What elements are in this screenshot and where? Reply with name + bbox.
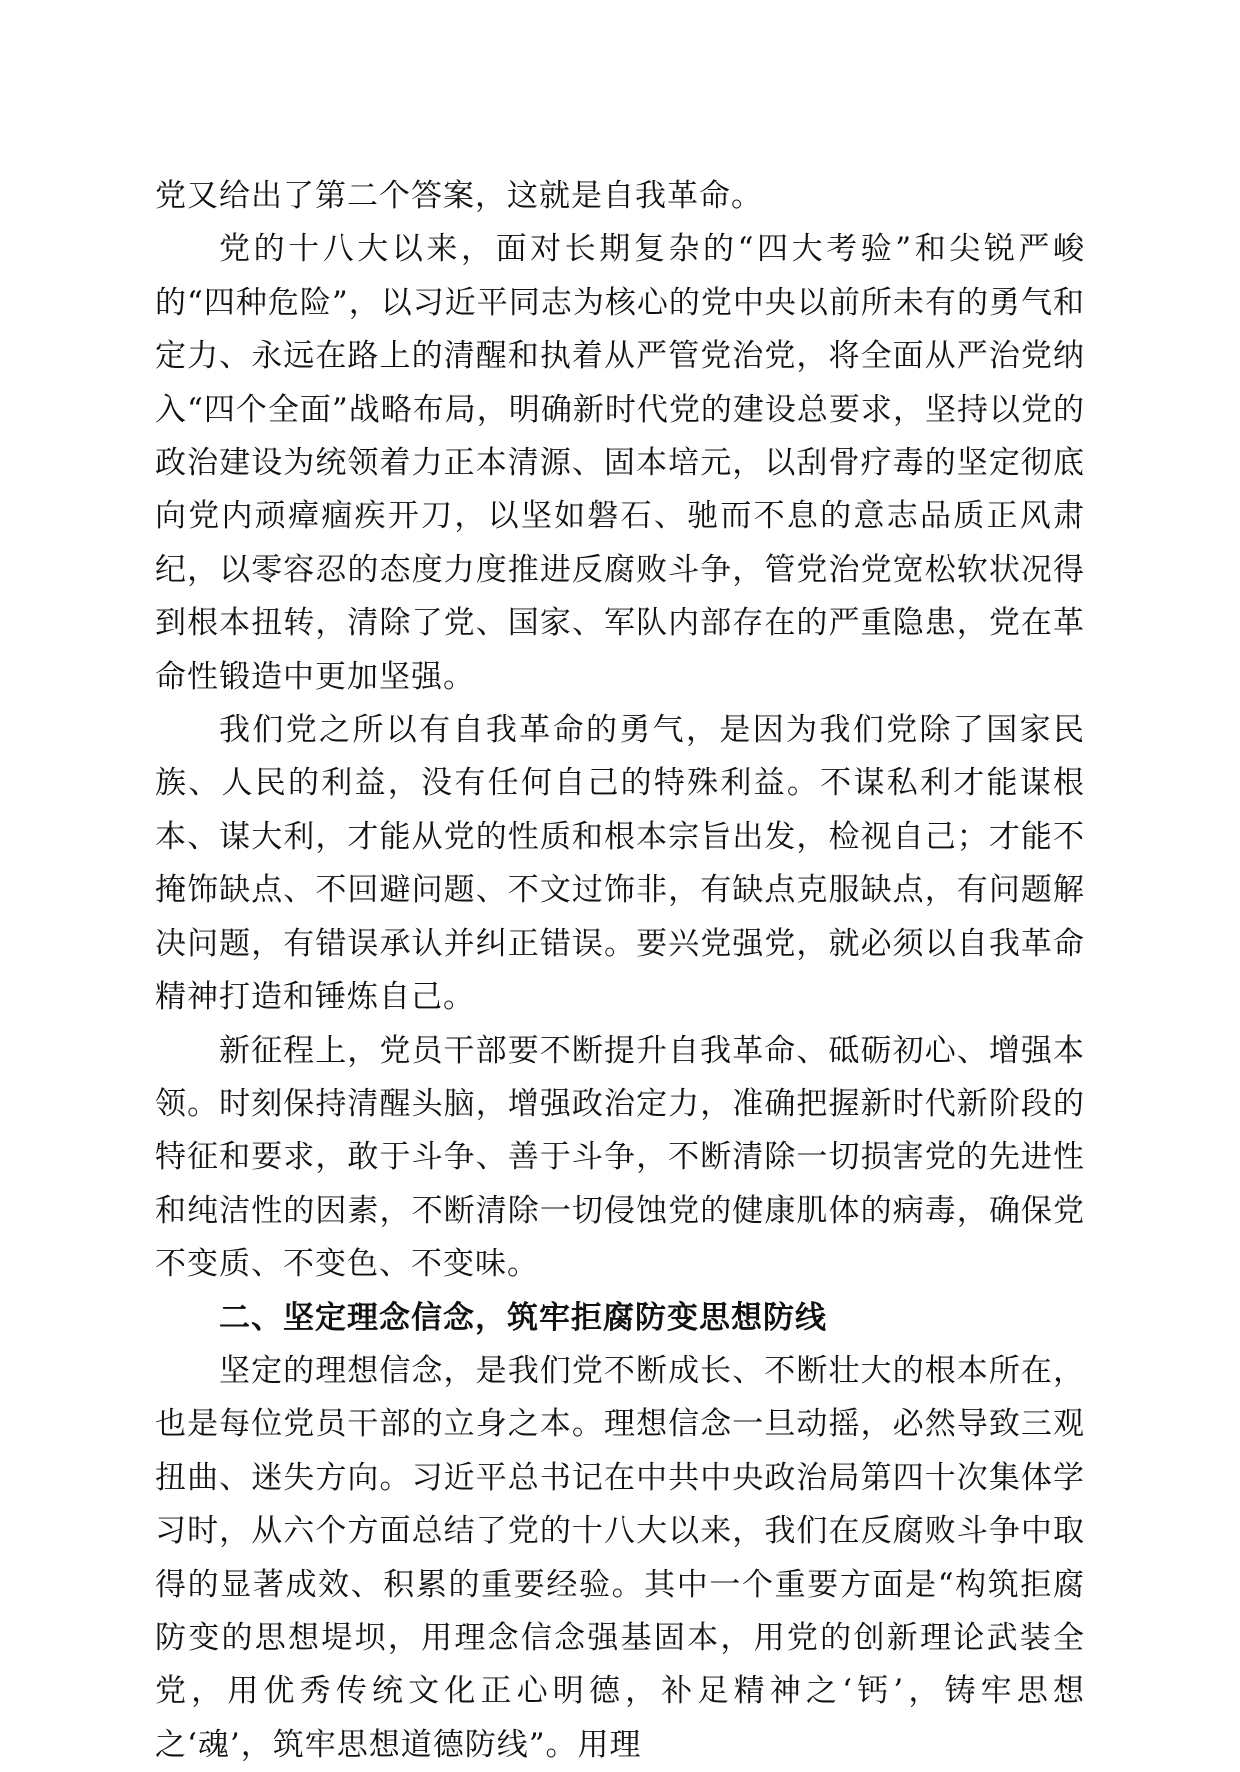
paragraph-self-revolution-courage: 我们党之所以有自我革命的勇气，是因为我们党除了国家民族、人民的利益，没有任何自己的特殊利益。不谋私利才能谋根本、谋大利，才能从党的性质和根本宗旨出发，检视自己；才能不掩饰缺点、不回避问题、不文过饰非，有缺点克服缺点，有问题解决问题，有错误承认并纠正错误。要兴党强党，就必须以自我革命精神打造和锤炼自己。	[155, 712, 1085, 1016]
paragraph-continuation: 党又给出了第二个答案，这就是自我革命。	[155, 178, 763, 214]
document-body	[155, 170, 1085, 1772]
section-heading: 二、坚定理念信念，筑牢拒腐防变思想防线	[219, 1299, 827, 1336]
paragraph-ideals-beliefs: 坚定的理想信念，是我们党不断成长、不断壮大的根本所在，也是每位党员干部的立身之本。理想信念一旦动摇，必然导致三观扭曲、迷失方向。习近平总书记在中共中央政治局第四十次集体学习时，从六个方面总结了党的十八大以来，我们在反腐败斗争中取得的显著成效、积累的重要经验。其中一个重要方面是“构筑拒腐防变的思想堤坝，用理念信念强基固本，用党的创新理论武装全党，用优秀传统文化正心明德，补足精神之‘钙’，铸牢思想之‘魂’，筑牢思想道德防线”。用理	[155, 1352, 1085, 1763]
paragraph-new-journey: 新征程上，党员干部要不断提升自我革命、砥砺初心、增强本领。时刻保持清醒头脑，增强政治定力，准确把握新时代新阶段的特征和要求，敢于斗争、善于斗争，不断清除一切损害党的先进性和纯洁性的因素，不断清除一切侵蚀党的健康肌体的病毒，确保党不变质、不变色、不变味。	[155, 1032, 1085, 1283]
paragraph-eighteenth-congress: 党的十八大以来，面对长期复杂的“四大考验”和尖锐严峻的“四种危险”，以习近平同志为核心的党中央以前所未有的勇气和定力、永远在路上的清醒和执着从严管党治党，将全面从严治党纳入“四个全面”战略布局，明确新时代党的建设总要求，坚持以党的政治建设为统领着力正本清源、固本培元，以刮骨疗毒的坚定彻底向党内顽瘴痼疾开刀，以坚如磐石、驰而不息的意志品质正风肃纪，以零容忍的态度力度推进反腐败斗争，管党治党宽松软状况得到根本扭转，清除了党、国家、军队内部存在的严重隐患，党在革命性锻造中更加坚强。	[155, 231, 1085, 695]
